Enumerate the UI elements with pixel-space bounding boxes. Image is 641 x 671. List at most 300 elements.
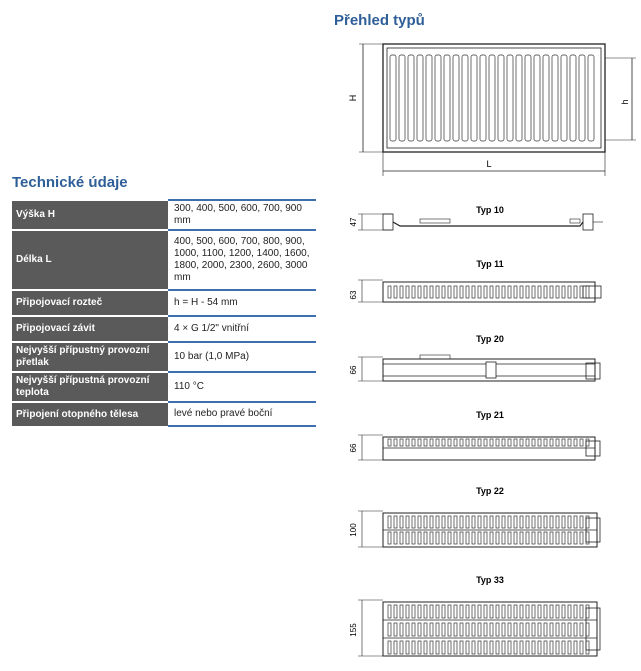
radiator-fin [544,641,547,654]
radiator-fin [556,439,559,446]
radiator-fin [570,55,576,141]
radiator-fin [532,605,535,618]
radiator-fin [502,439,505,446]
radiator-fin [406,532,409,544]
radiator-fin [442,516,445,528]
radiator-fin [538,439,541,446]
radiator-fin [568,439,571,446]
radiator-fin [550,286,553,298]
radiator-fin [466,641,469,654]
radiator-fin [418,605,421,618]
radiator-fin [436,532,439,544]
radiator-fin [442,532,445,544]
radiator-fin [496,532,499,544]
radiator-fin [472,605,475,618]
spec-label: Nejvyšší přípustná provozní teplota [12,372,168,402]
radiator-fin [388,286,391,298]
type-depth-label: 100 [349,523,358,537]
radiator-fin [466,532,469,544]
radiator-fin [424,605,427,618]
radiator-fin [454,605,457,618]
radiator-fin [430,439,433,446]
radiator-fin [394,516,397,528]
radiator-fin [442,605,445,618]
radiator-fin [574,439,577,446]
spacing-label: h [620,99,630,105]
radiator-fin [502,641,505,654]
radiator-fin [490,605,493,618]
radiator-fin [538,623,541,636]
type-depth-label: 47 [349,217,358,227]
radiator-fin [412,605,415,618]
radiator-fin [502,623,505,636]
radiator-fin [508,623,511,636]
radiator-fin [412,439,415,446]
radiator-fin [472,641,475,654]
radiator-fin [588,55,594,141]
radiator-fin [568,641,571,654]
radiator-fin [448,439,451,446]
radiator-fin [424,286,427,298]
radiator-fin [418,623,421,636]
radiator-fin [480,55,486,141]
radiator-fin [520,641,523,654]
radiator-fin [484,641,487,654]
radiator-fin [466,286,469,298]
radiator-fin [478,516,481,528]
radiator-fin [586,439,589,446]
radiator-fin [394,623,397,636]
radiator-fin [568,605,571,618]
radiator-fin [568,286,571,298]
radiator-fin [444,55,450,141]
radiator-fin [466,623,469,636]
radiator-fin [406,286,409,298]
radiator-fin [552,55,558,141]
radiator-fin [562,516,565,528]
radiator-fin [514,623,517,636]
radiator-fin [544,439,547,446]
radiator-fin [400,516,403,528]
radiator-fin [526,641,529,654]
radiator-fin [412,286,415,298]
radiator-fin [484,439,487,446]
radiator-fin [478,641,481,654]
radiator-fin [520,532,523,544]
radiator-fin [466,439,469,446]
type-depth-label: 63 [349,290,358,300]
radiator-fin [424,623,427,636]
spec-label: Nejvyšší přípustný provozní přetlak [12,342,168,372]
radiator-fin [526,516,529,528]
radiator-fin [454,623,457,636]
radiator-fin [462,55,468,141]
radiator-fin [412,516,415,528]
type-11-section [349,259,601,302]
radiator-fin [400,286,403,298]
radiator-fin [532,532,535,544]
type-depth-label: 155 [349,623,358,637]
overview-title: Přehled typů [334,12,425,29]
type-21-section [349,410,600,460]
radiator-fin [390,55,396,141]
radiator-fin [538,286,541,298]
radiator-fin [406,605,409,618]
radiator-fin [436,623,439,636]
radiator-fin [490,532,493,544]
radiator-fin [400,532,403,544]
radiator-fin [408,55,414,141]
radiator-fin [544,623,547,636]
radiator-fin [514,532,517,544]
radiator-fin [460,286,463,298]
type-label: Typ 22 [476,486,504,496]
radiator-fin [460,605,463,618]
radiator-fin [496,516,499,528]
radiator-fin [532,641,535,654]
radiator-fin [472,532,475,544]
radiator-fin [520,623,523,636]
radiator-fin [556,641,559,654]
radiator-fin [394,532,397,544]
radiator-fin [526,605,529,618]
radiator-fin [412,623,415,636]
radiator-fin [514,516,517,528]
radiator-fin [460,641,463,654]
radiator-fin [514,605,517,618]
radiator-fin [514,439,517,446]
radiator-fin [586,286,589,298]
radiator-fin [430,286,433,298]
radiator-fin [388,641,391,654]
spec-value: 400, 500, 600, 700, 800, 900, 1000, 1100, 1200, 1400, 1600, 1800, 2000, 2300, 2600, 3000 mm [168,230,316,290]
radiator-fin [388,532,391,544]
radiator-fin [454,286,457,298]
radiator-fin [400,641,403,654]
radiator-fin [561,55,567,141]
radiator-fin [502,516,505,528]
radiator-fin [418,532,421,544]
radiator-fin [556,516,559,528]
spec-value: levé nebo pravé boční [168,402,316,426]
radiator-fin [562,286,565,298]
type-10-section [349,205,603,230]
radiator-fin [436,439,439,446]
radiator-fin [532,623,535,636]
radiator-fin [550,641,553,654]
radiator-fin [424,641,427,654]
radiator-fin [430,623,433,636]
radiator-fin [580,605,583,618]
radiator-fin [526,286,529,298]
radiator-fin [460,439,463,446]
radiator-fin [490,641,493,654]
radiator-fin [406,439,409,446]
radiator-fin [538,532,541,544]
spec-label: Připojovací rozteč [12,290,168,316]
radiator-fin [406,641,409,654]
radiator-fin [580,286,583,298]
radiator-fin [484,605,487,618]
specs-title: Technické údaje [12,174,128,191]
radiator-fin [388,516,391,528]
radiator-fin [496,605,499,618]
radiator-fin [550,605,553,618]
spec-label: Výška H [12,200,168,230]
radiator-fin [484,286,487,298]
radiator-fin [568,532,571,544]
radiator-fin [442,623,445,636]
radiator-fin [507,55,513,141]
radiator-fin [532,439,535,446]
height-label: H [348,94,358,102]
radiator-fin [498,55,504,141]
radiator-fin [406,623,409,636]
radiator-fin [538,641,541,654]
radiator-fin [478,286,481,298]
radiator-fin [508,286,511,298]
radiator-fin [520,516,523,528]
radiator-fin [574,516,577,528]
radiator-fin [496,286,499,298]
spec-value: h = H - 54 mm [168,290,316,316]
radiator-fin [580,439,583,446]
radiator-fin [436,605,439,618]
radiator-fin [394,286,397,298]
radiator-fin [544,516,547,528]
radiator-fin [448,532,451,544]
radiator-fin [453,55,459,141]
radiator-fin [534,55,540,141]
front-view-drawing [348,44,636,176]
radiator-fin [496,641,499,654]
spec-value: 10 bar (1,0 MPa) [168,342,316,372]
radiator-fin [430,532,433,544]
radiator-fin [478,532,481,544]
radiator-fin [562,439,565,446]
radiator-fin [478,605,481,618]
radiator-fin [424,439,427,446]
type-depth-label: 66 [349,443,358,453]
radiator-fin [442,641,445,654]
radiator-fin [388,605,391,618]
radiator-fin [454,641,457,654]
radiator-fin [430,516,433,528]
radiator-fin [543,55,549,141]
radiator-fin [388,623,391,636]
spec-label: Připojovací závit [12,316,168,342]
type-label: Typ 21 [476,410,504,420]
radiator-fin [417,55,423,141]
radiator-fin [514,641,517,654]
radiator-fin [496,439,499,446]
radiator-fin [424,532,427,544]
radiator-fin [442,439,445,446]
radiator-fin [532,516,535,528]
radiator-fin [538,516,541,528]
type-33-fins [388,605,589,654]
radiator-fin [544,605,547,618]
radiator-fin [436,286,439,298]
radiator-fin [490,516,493,528]
radiator-fin [448,516,451,528]
radiator-fin [436,516,439,528]
radiator-fin [580,516,583,528]
radiator-fin [472,286,475,298]
radiator-fin [556,532,559,544]
type-depth-label: 66 [349,365,358,375]
radiator-fin [472,516,475,528]
radiator-fin [574,532,577,544]
radiator-fin [508,516,511,528]
radiator-fin [400,439,403,446]
radiator-fin [550,532,553,544]
type-label: Typ 11 [476,259,504,269]
radiator-fin [448,286,451,298]
radiator-fin [484,516,487,528]
radiator-fin [550,623,553,636]
radiator-fin [556,605,559,618]
radiator-fin [525,55,531,141]
radiator-fin [508,439,511,446]
radiator-fin [526,623,529,636]
radiator-fin [574,286,577,298]
radiator-fin [460,532,463,544]
spec-value: 300, 400, 500, 600, 700, 900 mm [168,200,316,230]
spec-label: Délka L [12,230,168,290]
radiator-fin [502,605,505,618]
radiator-fin [586,623,589,636]
radiator-fin [400,623,403,636]
radiator-fin [418,286,421,298]
radiator-fin [388,439,391,446]
radiator-fin [418,641,421,654]
radiator-fin [568,623,571,636]
type-21-fins [388,439,589,446]
radiator-fin [442,286,445,298]
radiator-fin [580,641,583,654]
radiator-fin [436,641,439,654]
radiator-fin [472,439,475,446]
radiator-fin [544,286,547,298]
radiator-fin [448,623,451,636]
radiator-fin [502,532,505,544]
radiator-fin [516,55,522,141]
spec-value: 110 °C [168,372,316,402]
radiator-fin [430,641,433,654]
radiator-fin [478,623,481,636]
type-22-section [349,486,600,547]
radiator-fin [400,605,403,618]
radiator-fin [448,641,451,654]
radiator-fin [471,55,477,141]
spec-value: 4 × G 1/2" vnitřní [168,316,316,342]
radiator-fin [435,55,441,141]
radiator-fin [472,623,475,636]
type-11-fins [388,286,589,298]
type-label: Typ 10 [476,205,504,215]
front-view-fins [390,55,594,141]
radiator-fin [579,55,585,141]
radiator-fin [556,286,559,298]
radiator-fin [460,623,463,636]
type-20-section [349,334,600,381]
radiator-fin [550,516,553,528]
radiator-fin [580,623,583,636]
radiator-fin [454,516,457,528]
type-33-section [349,575,600,656]
radiator-fin [574,641,577,654]
radiator-fin [562,532,565,544]
radiator-fin [562,623,565,636]
radiator-fin [394,641,397,654]
radiator-fin [394,605,397,618]
radiator-fin [454,439,457,446]
radiator-fin [424,516,427,528]
radiator-fin [508,605,511,618]
radiator-fin [490,286,493,298]
radiator-fin [448,605,451,618]
radiator-fin [526,439,529,446]
radiator-fin [412,532,415,544]
radiator-fin [562,605,565,618]
radiator-fin [496,623,499,636]
radiator-fin [562,641,565,654]
radiator-fin [412,641,415,654]
radiator-fin [580,532,583,544]
radiator-fin [520,286,523,298]
radiator-fin [520,605,523,618]
radiator-fin [586,605,589,618]
radiator-fin [478,439,481,446]
type-label: Typ 20 [476,334,504,344]
radiator-fin [454,532,457,544]
radiator-fin [502,286,505,298]
radiator-fin [406,516,409,528]
radiator-fin [418,439,421,446]
radiator-fin [568,516,571,528]
radiator-fin [532,286,535,298]
radiator-fin [426,55,432,141]
radiator-fin [520,439,523,446]
radiator-fin [418,516,421,528]
radiator-fin [466,516,469,528]
radiator-fin [550,439,553,446]
radiator-fin [490,623,493,636]
radiator-fin [399,55,405,141]
radiator-fin [394,439,397,446]
radiator-fin [586,641,589,654]
radiator-fin [508,532,511,544]
radiator-fin [574,623,577,636]
radiator-fin [538,605,541,618]
radiator-fin [466,605,469,618]
radiator-fin [484,623,487,636]
radiator-fin [430,605,433,618]
radiator-fin [490,439,493,446]
radiator-fin [484,532,487,544]
length-label: L [486,159,492,169]
radiator-fin [460,516,463,528]
radiator-fin [544,532,547,544]
radiator-fin [508,641,511,654]
radiator-fin [556,623,559,636]
radiator-fin [489,55,495,141]
radiator-fin [514,286,517,298]
spec-label: Připojení otopného tělesa [12,402,168,426]
radiator-fin [526,532,529,544]
type-label: Typ 33 [476,575,504,585]
